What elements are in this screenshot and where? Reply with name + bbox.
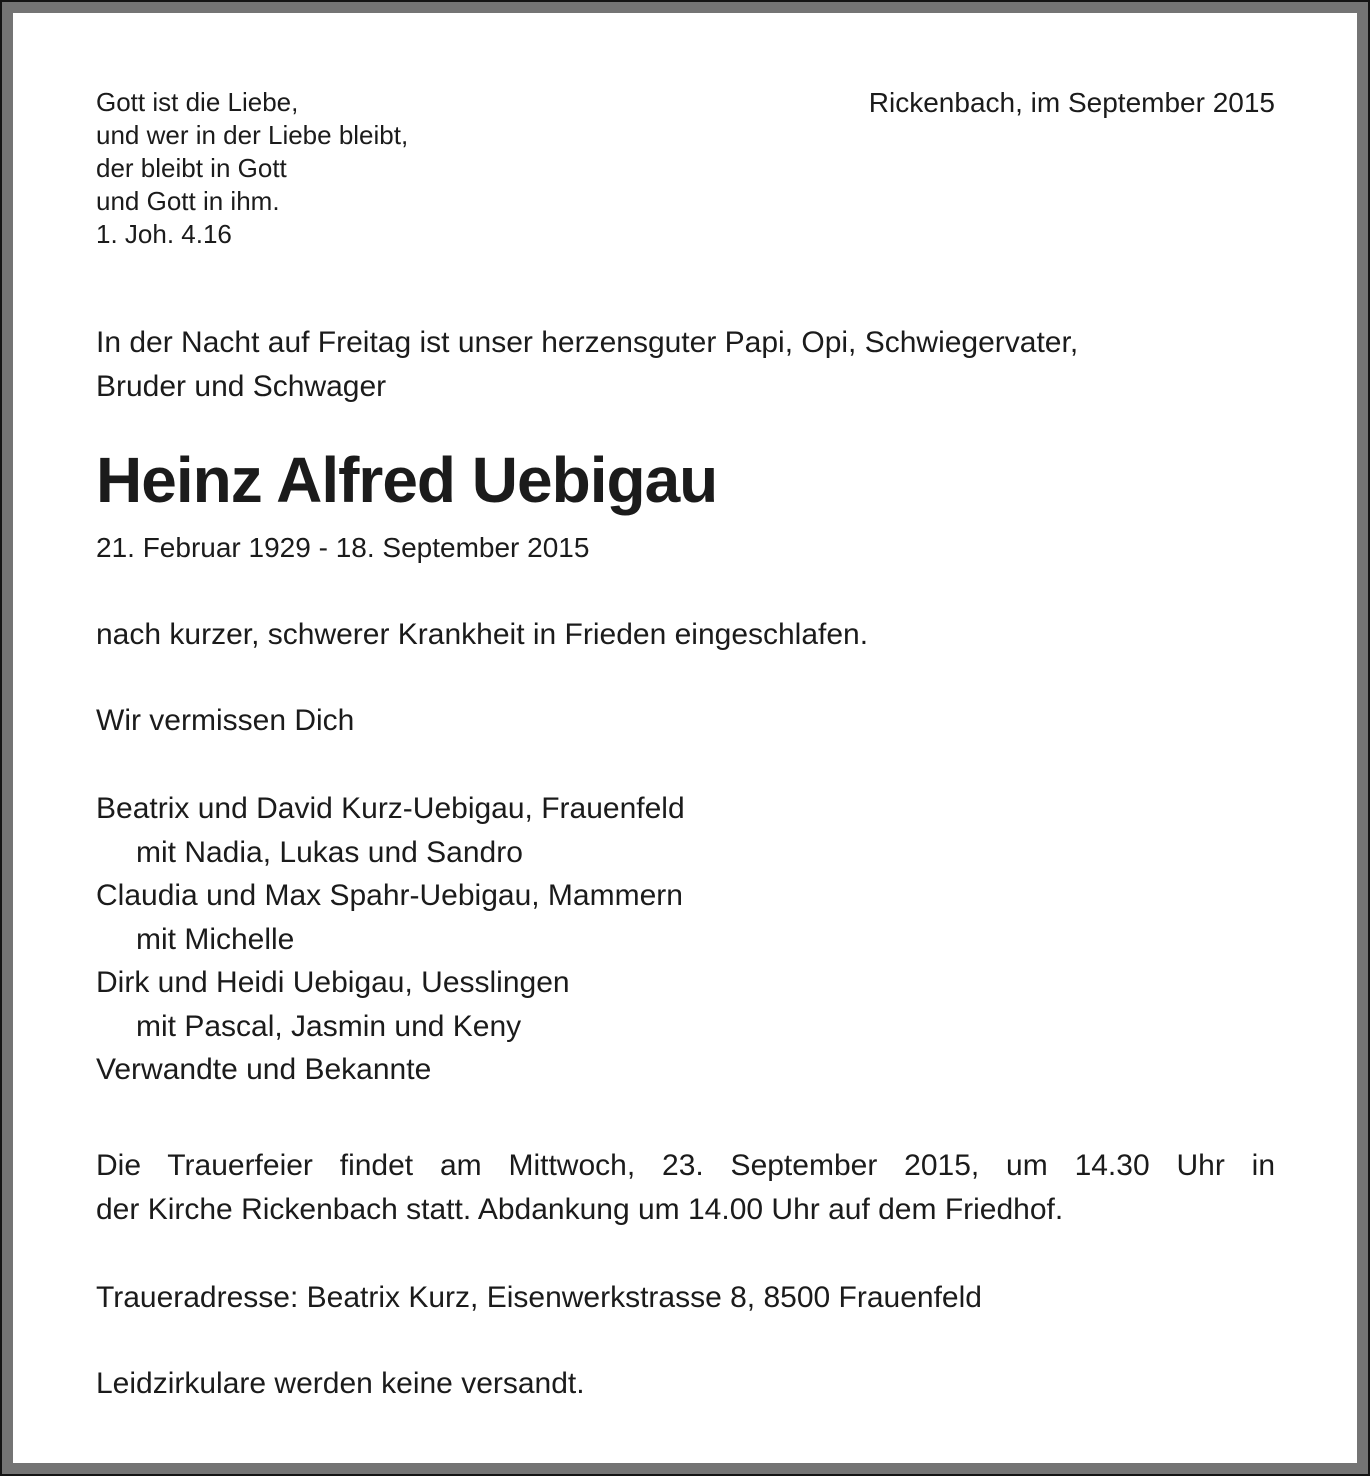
funeral-info-line: Die Trauerfeier findet am Mittwoch, 23. September 2015, um 14.30 Uhr in <box>96 1148 1275 1182</box>
missing-line: Wir vermissen Dich <box>96 704 355 737</box>
death-circumstance-line: nach kurzer, schwerer Krankheit in Frieden eingeschlafen. <box>96 618 869 651</box>
quote-source: 1. Joh. 4.16 <box>96 219 232 249</box>
mourner-line: Claudia und Max Spahr-Uebigau, Mammern <box>96 879 683 912</box>
circulars-note-line: Leidzirkulare werden keine versandt. <box>96 1366 585 1400</box>
bible-quote <box>96 86 408 251</box>
funeral-info-paragraph <box>96 1144 1275 1232</box>
mourner-line: Dirk und Heidi Uebigau, Uesslingen <box>96 966 570 999</box>
header-row <box>96 86 1275 251</box>
mourner-line: Verwandte und Bekannte <box>96 1053 432 1086</box>
obituary-content <box>2 2 1368 1474</box>
funeral-info-line: der Kirche Rickenbach statt. Abdankung um 14.00 Uhr auf dem Friedhof. <box>96 1192 1064 1226</box>
quote-line: und wer in der Liebe bleibt, <box>96 120 409 150</box>
intro-paragraph <box>96 321 1275 409</box>
mourning-address-line: Traueradresse: Beatrix Kurz, Eisenwerkstrasse 8, 8500 Frauenfeld <box>96 1280 982 1314</box>
mourners-list <box>96 787 1275 1092</box>
life-dates: 21. Februar 1929 - 18. September 2015 <box>96 532 590 563</box>
place-date-line: Rickenbach, im September 2015 <box>868 87 1275 118</box>
intro-line: In der Nacht auf Freitag ist unser herzensguter Papi, Opi, Schwiegervater, <box>96 326 1079 359</box>
deceased-name: Heinz Alfred Uebigau <box>96 444 718 516</box>
intro-line: Bruder und Schwager <box>96 370 387 403</box>
quote-line: Gott ist die Liebe, <box>96 87 299 117</box>
mourner-line-children: mit Michelle <box>136 922 295 956</box>
mourner-line-children: mit Pascal, Jasmin und Keny <box>136 1009 522 1043</box>
mourner-line-children: mit Nadia, Lukas und Sandro <box>136 835 523 869</box>
quote-line: der bleibt in Gott <box>96 153 287 183</box>
quote-line: und Gott in ihm. <box>96 186 280 216</box>
mourner-line: Beatrix und David Kurz-Uebigau, Frauenfeld <box>96 792 685 825</box>
